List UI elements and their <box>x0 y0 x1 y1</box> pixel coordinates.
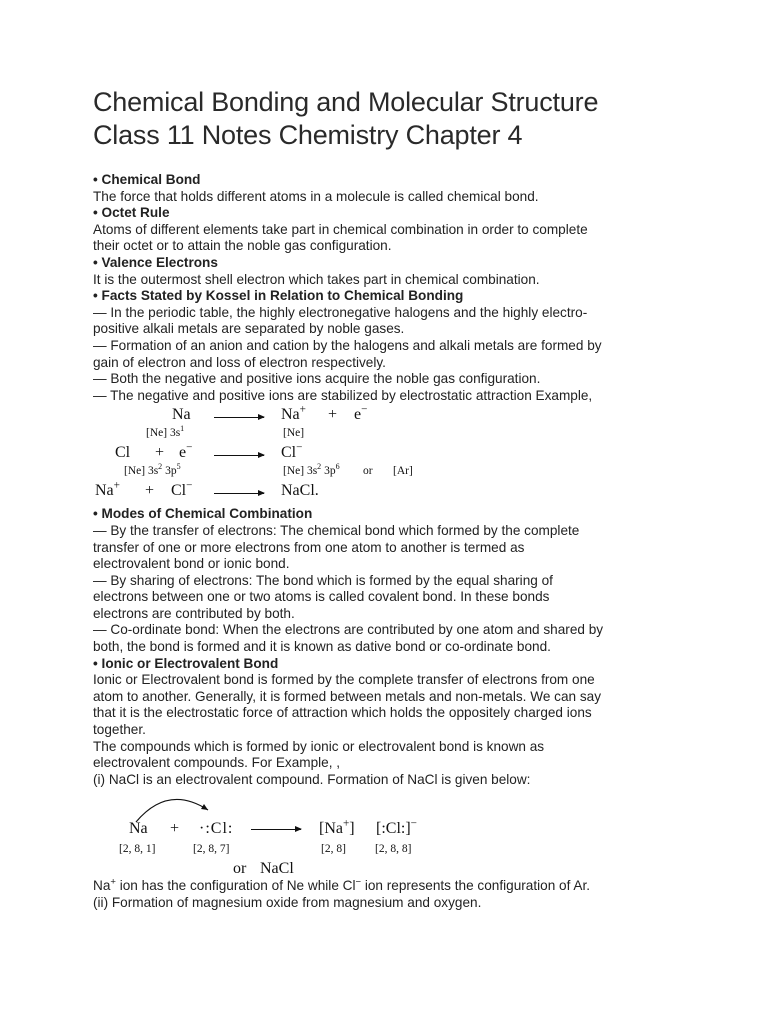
paragraph: — Formation of an anion and cation by the halogens and alkali metals are formed by <box>93 337 602 353</box>
eq-plus: + <box>170 820 180 838</box>
reaction-arrow-icon <box>214 493 264 494</box>
heading-octet-rule: • Octet Rule <box>93 205 170 221</box>
paragraph: — In the periodic table, the highly electronegative halogens and the highly electro- <box>93 304 588 320</box>
eq-or: or <box>363 465 373 478</box>
paragraph: Ionic or Electrovalent bond is formed by the complete transfer of electrons from one <box>93 672 595 688</box>
paragraph: their octet or to attain the noble gas configuration. <box>93 238 392 254</box>
nacl-lewis-diagram <box>93 788 683 878</box>
eq-config: [Ne] <box>283 427 305 440</box>
paragraph: Atoms of different elements take part in chemical combination in order to complete <box>93 221 588 237</box>
paragraph: (i) NaCl is an electrovalent compound. Formation of NaCl is given below: <box>93 771 531 787</box>
paragraph: electrovalent bond or ionic bond. <box>93 556 290 572</box>
eq-na: Na <box>172 406 191 424</box>
lewis-na-ion: [Na+] <box>319 818 355 838</box>
heading-modes-of-combination: • Modes of Chemical Combination <box>93 506 313 522</box>
eq-cl-ion: Cl− <box>281 441 303 462</box>
eq-plus: + <box>328 406 338 424</box>
eq-na-ion: Na+ <box>281 403 306 424</box>
paragraph: (ii) Formation of magnesium oxide from magnesium and oxygen. <box>93 895 482 910</box>
ion-formation-equations <box>93 404 683 502</box>
eq-config: [Ar] <box>393 465 413 478</box>
eq-config: [Ne] $3s^2$ $3p^6$ <box>283 462 340 478</box>
eq-na-ion: Na+ <box>95 479 120 500</box>
eq-nacl: NaCl. <box>281 482 319 500</box>
electron-transfer-arrow-icon <box>128 792 268 832</box>
eq-cl: Cl <box>115 444 131 462</box>
paragraph: — The negative and positive ions are stabilized by electrostatic attraction Example, <box>93 387 593 403</box>
title-line-1: Chemical Bonding and Molecular Structure <box>93 87 599 117</box>
paragraph: electrons between one or two atoms is called covalent bond. In these bonds <box>93 589 550 605</box>
paragraph: electrovalent compounds. For Example, , <box>93 755 341 771</box>
eq-nacl: NaCl <box>260 860 294 878</box>
eq-config: [Ne] $3s^1$ <box>146 424 185 440</box>
eq-plus: + <box>155 444 165 462</box>
eq-or: or <box>233 860 247 878</box>
eq-config: [2, 8, 7] <box>193 843 230 856</box>
paragraph: The compounds which is formed by ionic or electrovalent bond is known as <box>93 738 545 754</box>
eq-cl-ion: Cl− <box>171 479 193 500</box>
lewis-na: Na <box>129 820 148 838</box>
eq-config: [2, 8, 1] <box>119 843 156 856</box>
eq-config: [Ne] $3s^2$ $3p^5$ <box>124 462 181 478</box>
reaction-arrow-icon <box>214 417 264 418</box>
paragraph: — Both the negative and positive ions acquire the noble gas configuration. <box>93 371 541 387</box>
paragraph: transfer of one or more electrons from one atom to another is termed as <box>93 539 525 555</box>
paragraph: — Co-ordinate bond: When the electrons are contributed by one atom and shared by <box>93 622 604 638</box>
lewis-cl: ·:Cl: <box>199 820 234 838</box>
paragraph: It is the outermost shell electron which takes part in chemical combination. <box>93 271 540 287</box>
paragraph: — By sharing of electrons: The bond which is formed by the equal sharing of <box>93 572 553 588</box>
paragraph: — By the transfer of electrons: The chemical bond which formed by the complete <box>93 522 580 538</box>
lewis-cl-ion: [:Cl:]− <box>376 818 417 838</box>
paragraph: positive alkali metals are separated by noble gases. <box>93 321 405 337</box>
paragraph: that it is the electrostatic force of attraction which holds the oppositely charged ions <box>93 705 592 721</box>
eq-electron: e− <box>179 441 193 462</box>
title-line-2: Class 11 Notes Chemistry Chapter 4 <box>93 120 523 150</box>
paragraph: together. <box>93 722 146 738</box>
heading-kossel-facts: • Facts Stated by Kossel in Relation to Chemical Bonding <box>93 288 464 304</box>
reaction-arrow-icon <box>251 829 301 830</box>
heading-chemical-bond: • Chemical Bond <box>93 172 201 187</box>
heading-valence-electrons: • Valence Electrons <box>93 254 218 270</box>
eq-config: [2, 8] <box>321 843 346 856</box>
page-title <box>93 86 683 152</box>
paragraph: The force that holds different atoms in a molecule is called chemical bond. <box>93 188 539 204</box>
reaction-arrow-icon <box>214 455 264 456</box>
document-page <box>93 86 683 912</box>
paragraph: electrons are contributed by both. <box>93 605 295 621</box>
eq-plus: + <box>145 482 155 500</box>
eq-config: [2, 8, 8] <box>375 843 412 856</box>
paragraph: both, the bond is formed and it is known as dative bond or co-ordinate bond. <box>93 639 551 655</box>
heading-ionic-bond: • Ionic or Electrovalent Bond <box>93 655 279 671</box>
paragraph: gain of electron and loss of electron respectively. <box>93 354 386 370</box>
eq-electron: e− <box>354 403 368 424</box>
paragraph: Na+ ion has the configuration of Ne while Cl− ion represents the configuration of Ar. <box>93 876 591 894</box>
paragraph: atom to another. Generally, it is formed between metals and non-metals. We can say <box>93 688 602 704</box>
